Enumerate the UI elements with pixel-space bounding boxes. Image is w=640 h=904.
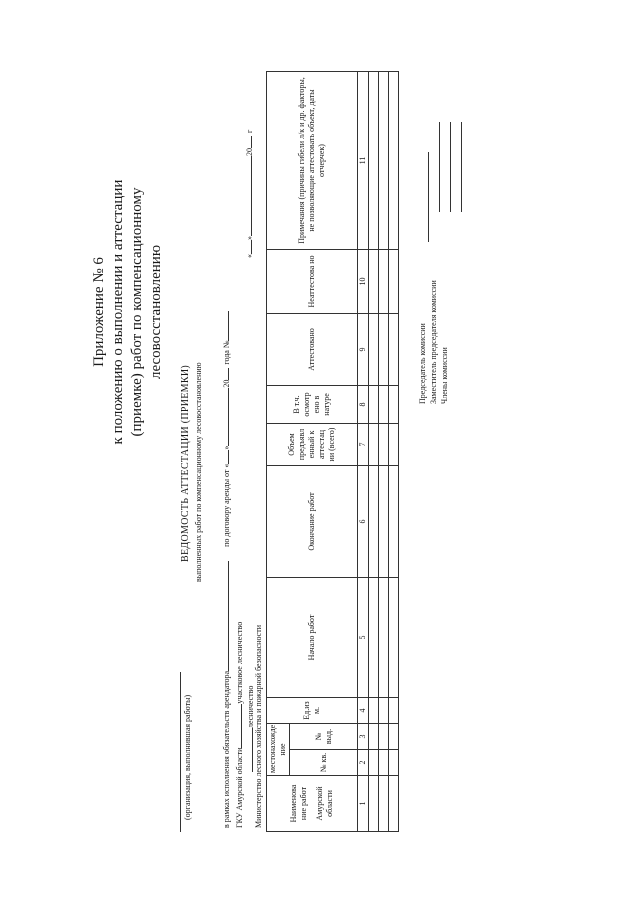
table-cell: [369, 750, 379, 776]
header-start: Начало работ: [267, 578, 358, 698]
table-cell: [379, 424, 389, 466]
gku-prefix: ГКУ Амурской области: [235, 747, 244, 828]
table-row: [379, 72, 389, 832]
organization-caption: (организация, выполнившая работы): [183, 694, 192, 820]
col-num-11: 11: [358, 72, 369, 250]
table-cell: [379, 72, 389, 250]
contract-quote-close: »: [222, 445, 231, 450]
signature-members-label: Члены комиссии: [440, 347, 449, 404]
table-cell: [379, 776, 389, 832]
contract-number-label: года №: [222, 340, 231, 365]
table-cell: [369, 578, 379, 698]
contract-number-field: [219, 311, 229, 341]
col-num-10: 10: [358, 250, 369, 314]
header-end: Окончание работ: [267, 466, 358, 578]
table-cell: [379, 698, 389, 724]
appendix-header: [90, 72, 166, 552]
contract-year-field: [219, 368, 229, 380]
ministry-line: Министерство лесного хозяйства и пожарной безопасности: [254, 625, 263, 828]
table-cell: [369, 250, 379, 314]
table-cell: [369, 466, 379, 578]
header-inspected: В т.ч. осмотр ено в натуре: [267, 386, 358, 424]
table-cell: [389, 776, 399, 832]
signature-deputy-line: [439, 122, 440, 212]
header-volume: Объем предъявл енный к аттестац ии (всего): [267, 424, 358, 466]
col-num-9: 9: [358, 314, 369, 386]
contract-label: по договору аренды от «: [222, 463, 231, 547]
date-month-field: [242, 156, 252, 236]
obligations-line: [219, 311, 231, 828]
table-cell: [389, 386, 399, 424]
col-num-5: 5: [358, 578, 369, 698]
table-row: [389, 72, 399, 832]
table-cell: [369, 724, 379, 750]
obligations-prefix: в рамках исполнения обязательств арендатора: [222, 670, 231, 828]
statement-subtitle: выполненных работ по компенсационному лесовосстановлению: [194, 362, 203, 582]
forestry-label: лесничество: [246, 685, 255, 728]
table-cell: [389, 314, 399, 386]
contract-month-field: [219, 388, 229, 446]
header-not-certified: Неаттестова но: [267, 250, 358, 314]
appendix-line-3: (приемке) работ по компенсационному: [129, 187, 145, 437]
table-cell: [379, 578, 389, 698]
table-cell: [389, 424, 399, 466]
date-line: [242, 130, 254, 258]
date-year-prefix: 20: [245, 148, 254, 156]
organization-underline: [180, 672, 181, 832]
table-cell: [389, 578, 399, 698]
tenant-field: [219, 561, 229, 671]
gku-suffix: участковое лесничество: [235, 621, 244, 704]
contract-day-field: [219, 450, 229, 464]
signature-member-line-2: [461, 122, 462, 212]
table-cell: [369, 314, 379, 386]
signature-member-line-1: [450, 122, 451, 212]
date-quote-open: «: [245, 254, 254, 258]
col-num-7: 7: [358, 424, 369, 466]
header-unit: Ед.из м.: [267, 698, 358, 724]
signature-chair-line: [428, 152, 429, 242]
table-cell: [379, 314, 389, 386]
col-num-8: 8: [358, 386, 369, 424]
date-day-field: [242, 240, 252, 254]
col-num-4: 4: [358, 698, 369, 724]
attestation-table: [266, 71, 399, 832]
col-num-1: 1: [358, 776, 369, 832]
table-cell: [379, 724, 389, 750]
header-location: местонахожде ние: [267, 724, 290, 776]
table-cell: [389, 698, 399, 724]
table-cell: [369, 776, 379, 832]
date-year-field: [242, 136, 252, 148]
table-cell: [389, 724, 399, 750]
header-allotment: № выд.: [290, 724, 358, 750]
table-cell: [389, 750, 399, 776]
appendix-line-4: лесовосстановлению: [148, 244, 164, 380]
header-work-name: Наименова ние работ Амурской области: [267, 776, 358, 832]
table-cell: [369, 386, 379, 424]
table-cell: [379, 466, 389, 578]
column-numbers-row: [358, 72, 369, 832]
gku-field: [232, 704, 242, 748]
appendix-line-1: Приложение № 6: [91, 257, 107, 367]
table-cell: [389, 250, 399, 314]
table-cell: [369, 424, 379, 466]
table-cell: [379, 750, 389, 776]
date-year-suffix: г: [245, 129, 254, 133]
table-cell: [369, 72, 379, 250]
table-cell: [389, 466, 399, 578]
col-num-2: 2: [358, 750, 369, 776]
header-quarter: № кв.: [290, 750, 358, 776]
col-num-6: 6: [358, 466, 369, 578]
signature-deputy-label: Заместитель председателя комиссии: [429, 280, 438, 404]
table-cell: [389, 72, 399, 250]
region-label: Амурской области: [315, 786, 334, 821]
signature-chair-label: Председатель комиссии: [418, 323, 427, 404]
table-row: [369, 72, 379, 832]
forestry-field: [243, 728, 253, 772]
table-cell: [379, 250, 389, 314]
table-cell: [379, 386, 389, 424]
header-certified: Аттестовано: [267, 314, 358, 386]
contract-year-prefix: 20: [222, 379, 231, 388]
table-cell: [369, 698, 379, 724]
header-notes: Примечания (причины гибели л/к и др. факторы, не позволяющие аттестовать объект, даты отчерчек): [267, 72, 358, 250]
appendix-line-2: к положению о выполнении и аттестации: [110, 179, 126, 445]
statement-title: ВЕДОМОСТЬ АТТЕСТАЦИИ (ПРИЕМКИ): [180, 365, 191, 562]
rotated-document-sheet: [52, 64, 488, 852]
col-num-3: 3: [358, 724, 369, 750]
date-quote-close: »: [245, 236, 254, 240]
